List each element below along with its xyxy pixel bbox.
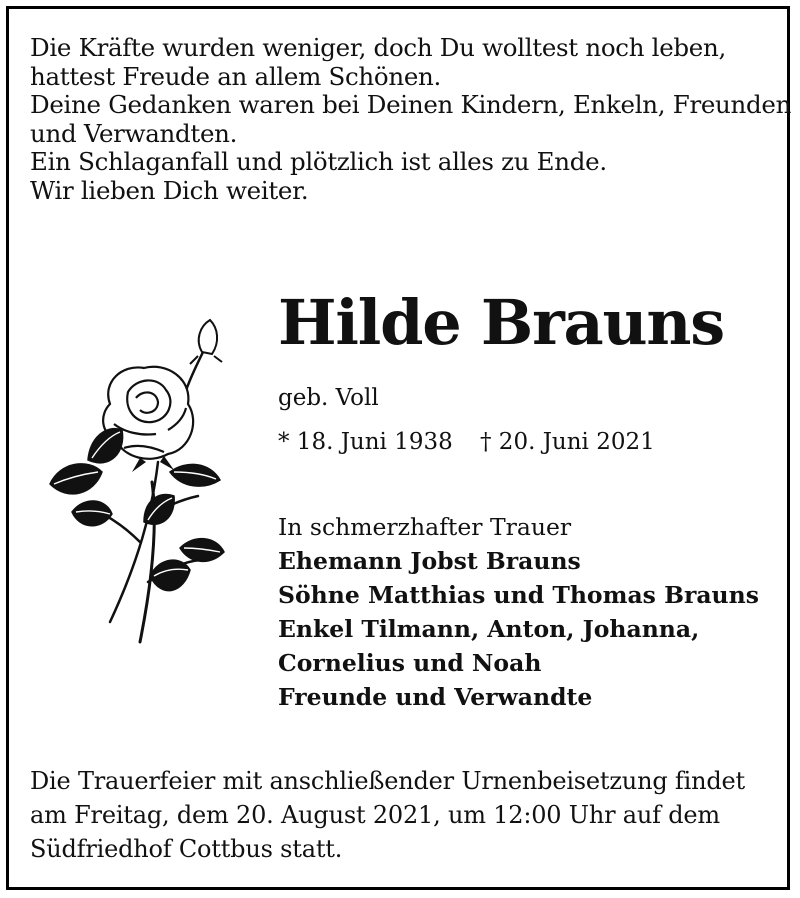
mourner-line: Ehemann Jobst Brauns [278, 547, 581, 575]
service-line: am Freitag, dem 20. August 2021, um 12:00 Uhr auf dem [30, 801, 720, 829]
poem [30, 33, 792, 205]
death-date: † 20. Juni 2021 [480, 429, 655, 455]
mourner-line: Söhne Matthias und Thomas Brauns [278, 581, 759, 609]
service-line: Die Trauerfeier mit anschließender Urnenbeisetzung findet [30, 767, 745, 795]
rose-illustration [40, 312, 230, 652]
poem-line: Die Kräfte wurden weniger, doch Du wolltest noch leben, [30, 33, 726, 62]
service-line: Südfriedhof Cottbus statt. [30, 835, 343, 863]
mourner-line: Cornelius und Noah [278, 649, 542, 677]
funeral-service-info [30, 764, 770, 866]
poem-line: Wir lieben Dich weiter. [30, 175, 309, 205]
mourners-list [278, 510, 759, 714]
mourner-line: Freunde und Verwandte [278, 683, 593, 711]
mourners-intro: In schmerzhafter Trauer [278, 513, 572, 541]
mourner-line: Enkel Tilmann, Anton, Johanna, [278, 615, 700, 643]
poem-line: Ein Schlaganfall und plötzlich ist alles zu Ende. [30, 147, 607, 176]
birth-name: geb. Voll [278, 385, 379, 411]
poem-line: hattest Freude an allem Schönen. [30, 61, 441, 91]
deceased-name: Hilde Brauns [278, 286, 724, 359]
poem-line: Deine Gedanken waren bei Deinen Kindern, Enkeln, Freunden [30, 90, 792, 119]
birth-date: * 18. Juni 1938 [278, 429, 453, 455]
poem-line: und Verwandten. [30, 118, 238, 148]
